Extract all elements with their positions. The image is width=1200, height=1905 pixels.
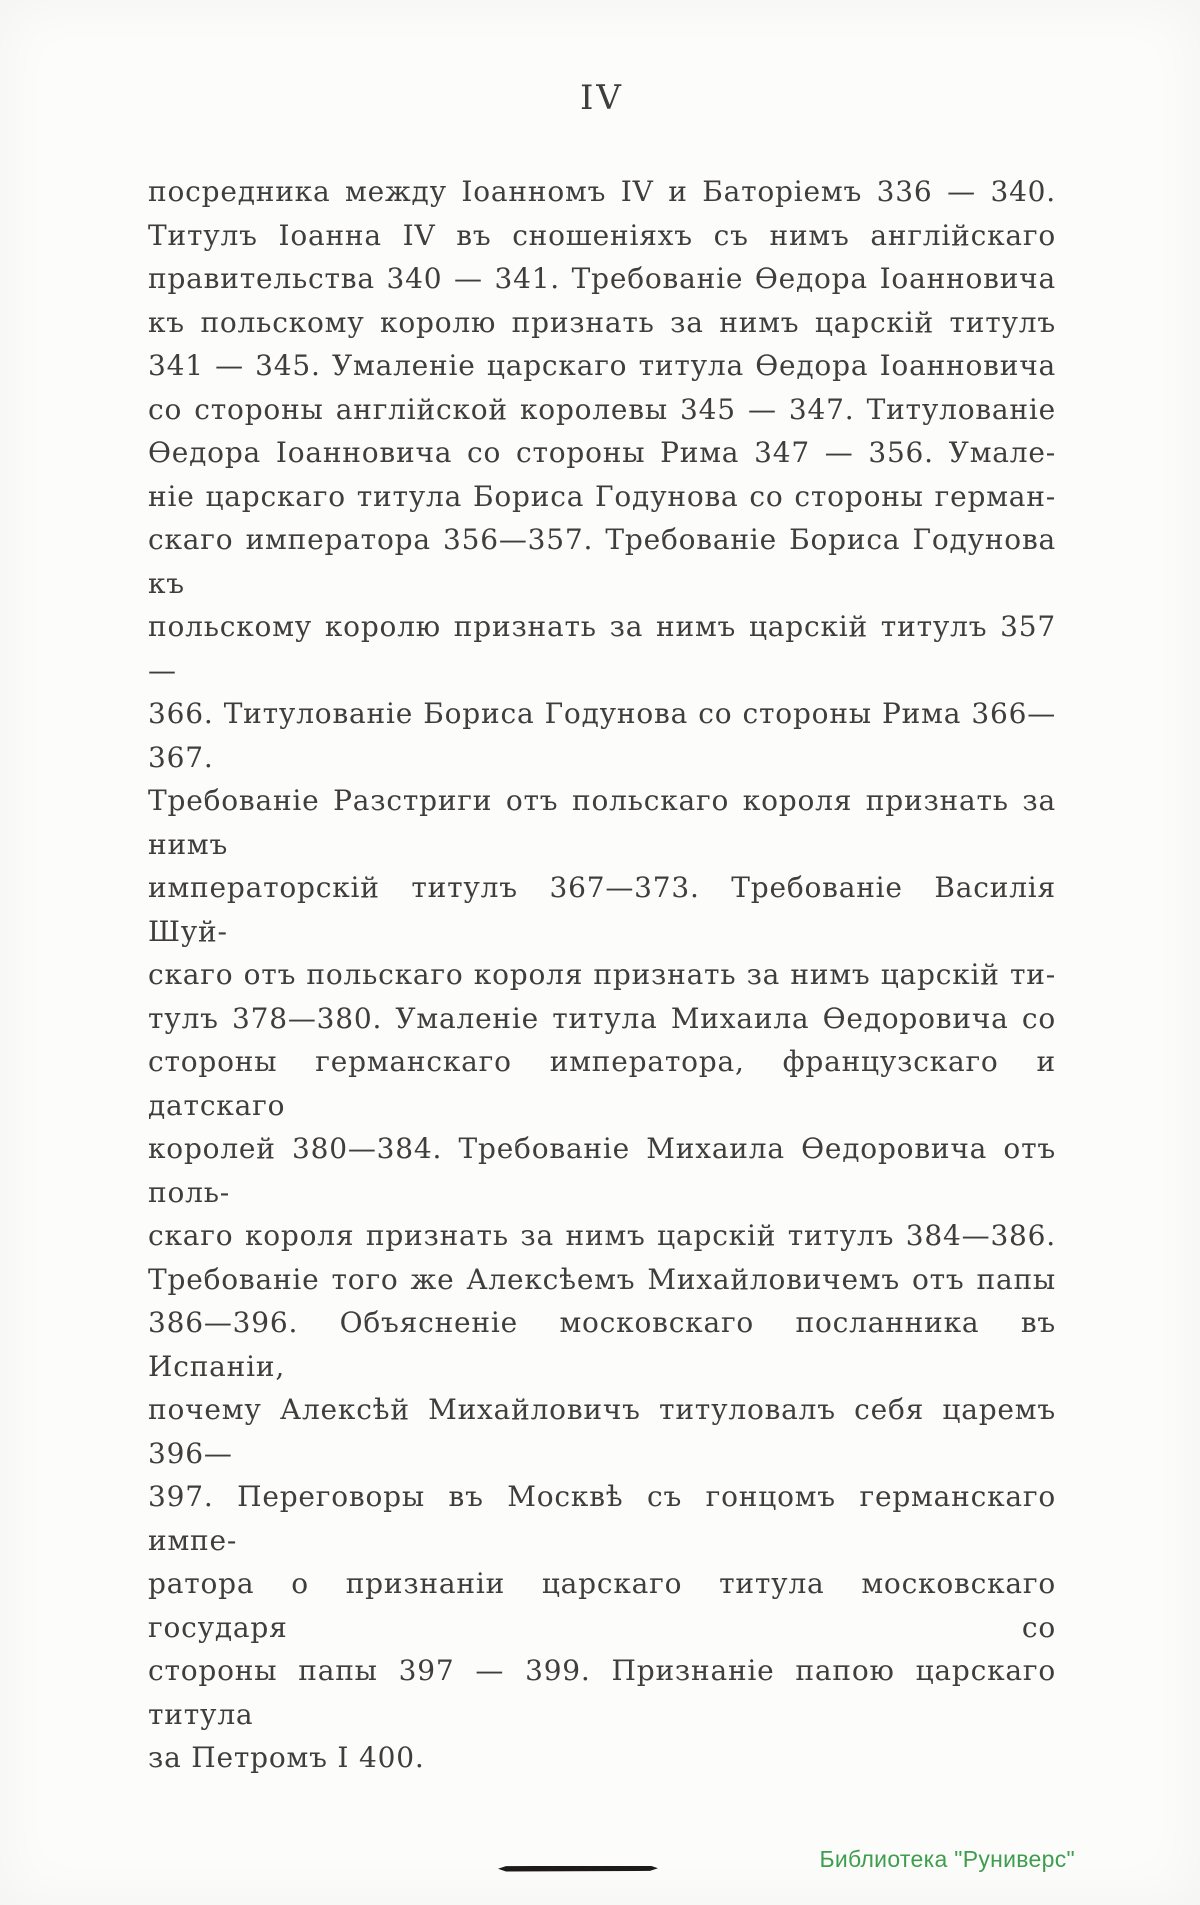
- toc-line: Титулъ Іоанна IV въ сношеніяхъ съ нимъ англійскаго: [148, 218, 1056, 252]
- page-content: [148, 0, 1056, 1872]
- toc-line: 341 — 345. Умаленіе царскаго титула Ѳедора Іоанновича: [148, 349, 1056, 382]
- toc-line: Требованіе того же Алексѣемъ Михайловичемъ отъ папы: [148, 1262, 1056, 1296]
- toc-line: Ѳедора Іоанновича со стороны Рима 347 — 356. Умале-: [148, 436, 1056, 469]
- toc-line: 366. Титулованіе Бориса Годунова со стороны Рима 366—367.: [148, 697, 1056, 774]
- toc-line: 386—396. Объясненіе московскаго посланника въ Испаніи,: [148, 1306, 1056, 1383]
- toc-line: польскому королю признать за нимъ царскій титулъ 357—: [148, 610, 1056, 687]
- toc-line: правительства 340 — 341. Требованіе Ѳедора Іоанновича: [148, 262, 1056, 295]
- toc-line: императорскій титулъ 367—373. Требованіе Василія Шуй-: [148, 871, 1056, 948]
- toc-line: скаго короля признать за нимъ царскій титулъ 384—386.: [148, 1219, 1056, 1252]
- page-number: IV: [580, 78, 624, 118]
- toc-line: скаго императора 356—357. Требованіе Бориса Годунова къ: [148, 523, 1056, 600]
- toc-line: Требованіе Разстриги отъ польскаго короля признать за нимъ: [148, 784, 1056, 861]
- toc-line: стороны германскаго императора, французскаго и датскаго: [148, 1045, 1056, 1122]
- toc-line: почему Алексѣй Михайловичъ титуловалъ себя царемъ 396—: [148, 1393, 1056, 1470]
- toc-line: за Петромъ I 400.: [148, 1741, 425, 1774]
- toc-line: королей 380—384. Требованіе Михаила Ѳедоровича отъ поль-: [148, 1132, 1056, 1209]
- toc-text-block: [148, 170, 1056, 1780]
- watermark-library-credit: Библиотека "Руниверс": [819, 1846, 1075, 1872]
- section-divider: [498, 1866, 658, 1872]
- toc-line: къ польскому королю признать за нимъ царскій титулъ: [148, 305, 1056, 339]
- toc-line: ратора о признаніи царскаго титула московскаго государя со: [148, 1567, 1056, 1644]
- toc-line: тулъ 378—380. Умаленіе титула Михаила Ѳедоровича со: [148, 1001, 1056, 1035]
- toc-line: посредника между Іоанномъ IV и Баторіемъ 336 — 340.: [148, 175, 1056, 208]
- toc-line: ніе царскаго титула Бориса Годунова со стороны герман-: [148, 479, 1056, 513]
- toc-line: 397. Переговоры въ Москвѣ съ гонцомъ германскаго импе-: [148, 1480, 1056, 1557]
- toc-line: со стороны англійской королевы 345 — 347. Титулованіе: [148, 392, 1056, 426]
- toc-line: скаго отъ польскаго короля признать за нимъ царскій ти-: [148, 958, 1056, 991]
- toc-line: стороны папы 397 — 399. Признаніе папою царскаго титула: [148, 1654, 1056, 1731]
